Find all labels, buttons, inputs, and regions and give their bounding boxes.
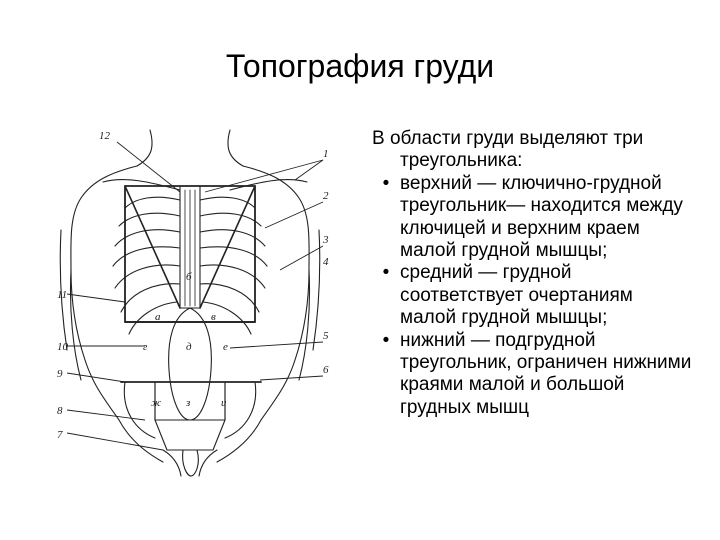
intro-text: В области груди выделяют три треугольника: [372, 128, 644, 172]
region-letter-g: г [143, 341, 148, 353]
region-letter-zh: ж [151, 397, 162, 409]
region-letter-d: д [186, 341, 192, 353]
pelvis-outline [124, 382, 255, 438]
region-letter-i: и [221, 397, 227, 409]
label-1: 1 [323, 148, 329, 160]
label-3: 3 [323, 234, 329, 246]
bullet-glyph: • [382, 262, 390, 284]
body-outline-right [217, 166, 309, 462]
list-item-text: нижний — подгрудной треугольник, ограничен нижними краями малой и большой грудных мышц [400, 329, 692, 418]
ribs-left [113, 197, 180, 334]
label-8: 8 [57, 405, 63, 417]
label-10: 10 [57, 341, 68, 353]
region-letter-e: е [223, 341, 228, 353]
label-5: 5 [323, 330, 329, 342]
region-letter-z: з [186, 397, 191, 409]
groin-outline [163, 450, 217, 476]
slide-title: Топография груди [225, 48, 495, 84]
bullet-glyph: • [382, 329, 390, 351]
clavicle-left [103, 180, 180, 190]
label-4: 4 [323, 256, 329, 268]
neck-outline [137, 130, 243, 166]
list-item [372, 173, 692, 263]
label-11: 11 [57, 289, 68, 301]
region-letter-a: а [155, 311, 161, 323]
list-item-text: верхний — ключично-грудной треугольник— находится между ключицей и верхним краем малой грудной мышцы; [400, 172, 683, 262]
torso-topography-figure [55, 120, 355, 480]
label-2: 2 [323, 190, 329, 202]
list-item [372, 262, 692, 329]
description-text [372, 128, 692, 419]
region-letter-v: в [211, 311, 216, 323]
label-6: 6 [323, 364, 329, 376]
label-7: 7 [57, 429, 63, 441]
bullet-glyph: • [382, 172, 390, 194]
region-letter-b: б [186, 271, 192, 283]
list-item-text: средний — грудной соответствует очертаниям малой грудной мышцы; [400, 262, 633, 329]
triangle-list [372, 173, 692, 419]
body-outline-left [71, 166, 163, 462]
label-12: 12 [99, 130, 110, 142]
list-item [372, 330, 692, 420]
label-9: 9 [57, 368, 63, 380]
clavicle-right [230, 180, 307, 190]
